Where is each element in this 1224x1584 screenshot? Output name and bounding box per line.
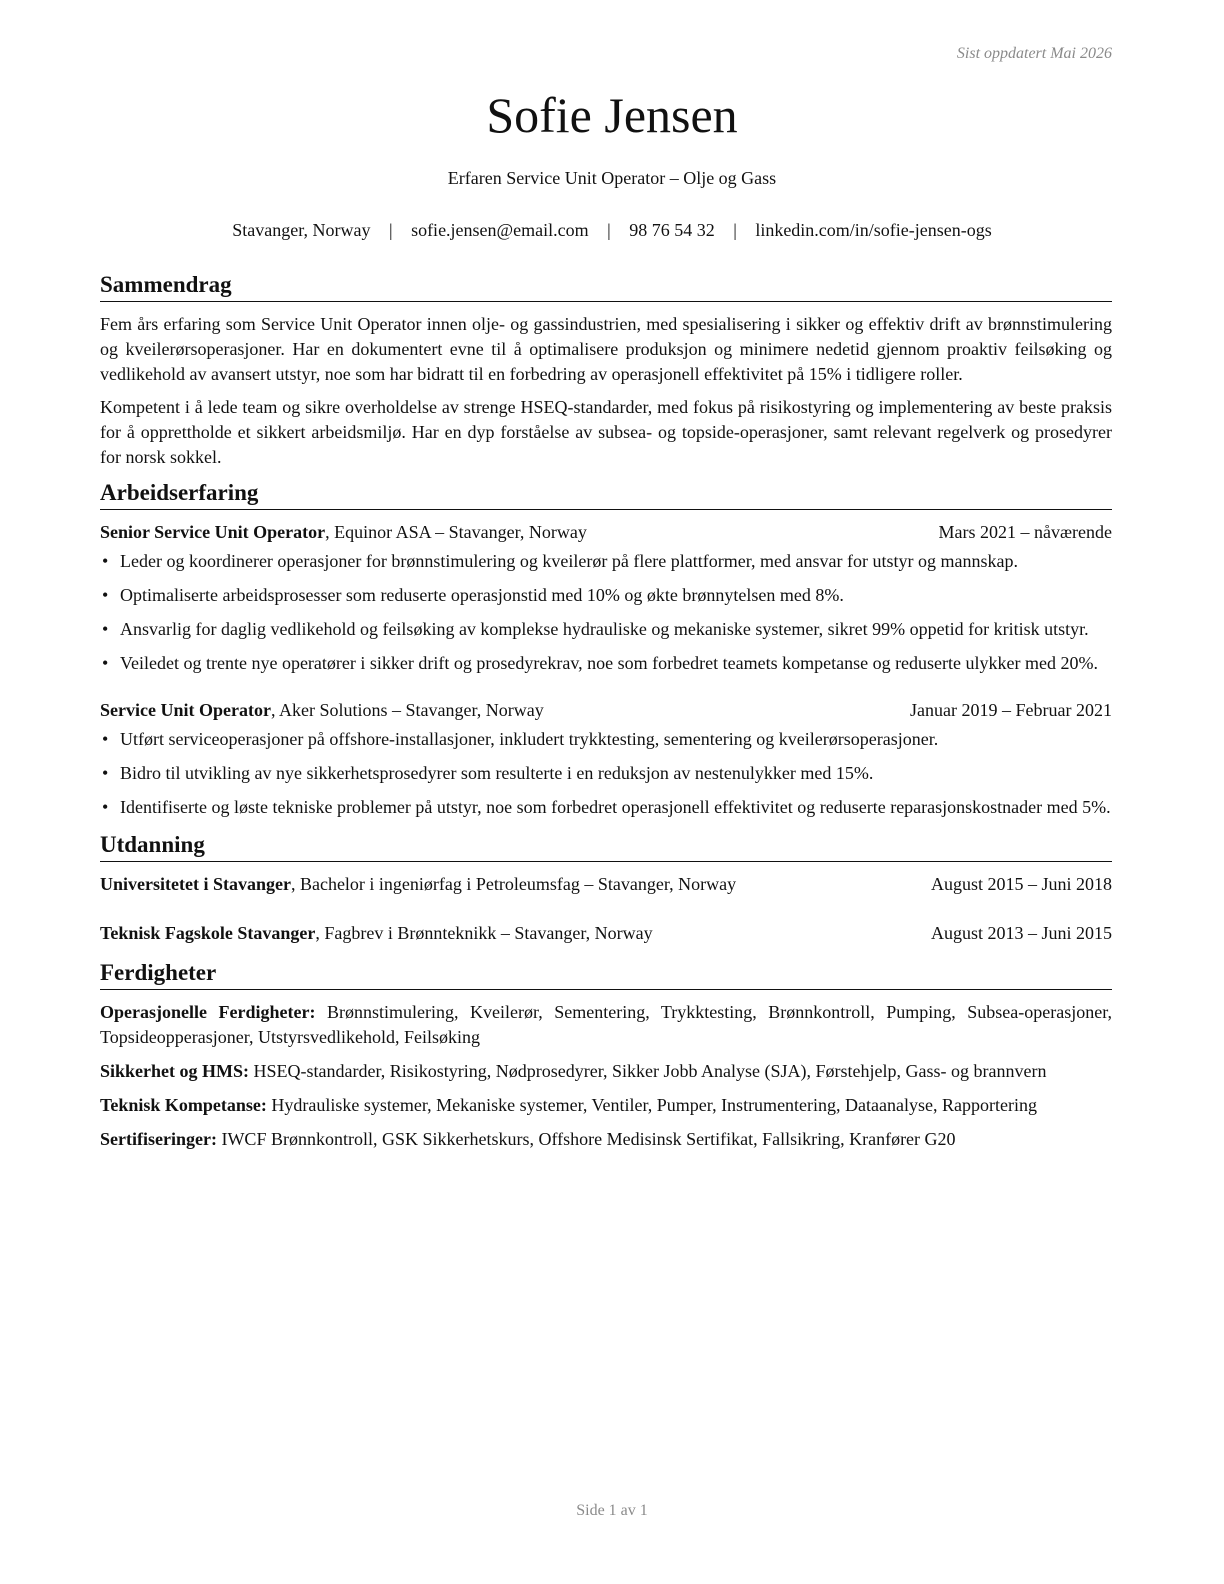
list-item: • Ansvarlig for daglig vedlikehold og feilsøking av komplekse hydrauliske og mekaniske systemer, sikret 99% oppetid for kritisk utstyr. — [100, 617, 1112, 642]
education-entry — [100, 872, 1112, 897]
skill-items: Hydrauliske systemer, Mekaniske systemer, Ventiler, Pumper, Instrumentering, Dataanalyse, Rapportering — [266, 1095, 1037, 1115]
skill-items: HSEQ-standarder, Risikostyring, Nødprosedyrer, Sikker Jobb Analyse (SJA), Førstehjelp, Gass- og brannvern — [249, 1061, 1047, 1081]
bullet-icon: • — [102, 763, 109, 783]
section-heading-skills: Ferdigheter — [100, 958, 1112, 990]
contact-separator: | — [607, 220, 611, 240]
skill-items: Brønnstimulering, Kveilerør, Sementering, Trykktesting, Brønnkontroll, Pumping, Subsea-operasjoner, Topsideopperasjoner, Utstyrsvedlikehold, Feilsøking — [100, 1002, 1113, 1047]
tagline: Erfaren Service Unit Operator – Olje og Gass — [447, 168, 777, 188]
list-item: • Identifiserte og løste tekniske problemer på utstyr, noe som forbedret operasjonell effektivitet og reduserte reparasjonskostnader med 5%. — [100, 795, 1112, 820]
job-title: Service Unit Operator — [100, 700, 271, 720]
skill-group — [100, 1000, 1112, 1050]
list-item: • Veiledet og trente nye operatører i sikker drift og prosedyrekrav, noe som forbedret teamets kompetanse og reduserte ulykker med 20%. — [100, 651, 1112, 676]
last-updated: Sist oppdatert Mai 2026 — [956, 45, 1112, 62]
job-dates: Mars 2021 – nåværende — [938, 522, 1112, 542]
contact-line — [0, 220, 1224, 241]
education-entry — [100, 921, 1112, 946]
resume-content — [100, 270, 1112, 1161]
skill-label: Teknisk Kompetanse: — [100, 1095, 267, 1115]
school-name: Teknisk Fagskole Stavanger — [100, 923, 316, 943]
education-dates: August 2015 – Juni 2018 — [930, 874, 1112, 894]
contact-linkedin[interactable]: linkedin.com/in/sofie-jensen-ogs — [755, 220, 992, 240]
job-title: Senior Service Unit Operator — [100, 522, 326, 542]
section-heading-education: Utdanning — [100, 830, 1112, 862]
contact-location: Stavanger, Norway — [232, 220, 371, 240]
contact-email[interactable]: sofie.jensen@email.com — [411, 220, 589, 240]
contact-separator: | — [388, 220, 393, 240]
summary-paragraph: Kompetent i å lede team og sikre overholdelse av strenge HSEQ-standarder, med fokus på risikostyring og implementering av beste praksis for å opprettholde et sikkert arbeidsmiljø. Har en dyp forståelse av subsea- og topside-operasjoner, samt relevant regelverk og prosedyrer for norsk sokkel. — [100, 397, 1112, 467]
bullet-icon: • — [102, 551, 109, 571]
skill-label: Sertifiseringer: — [100, 1129, 217, 1149]
bullet-icon: • — [102, 585, 109, 605]
degree-detail: , Fagbrev i Brønnteknikk – Stavanger, Norway — [315, 923, 653, 943]
summary-paragraph: Fem års erfaring som Service Unit Operator innen olje- og gassindustrien, med spesialisering i sikker og effektiv drift av brønnstimulering og kveilerørsoperasjoner. Har en dokumentert evne til å optimalisere produksjon og minimere nedetid gjennom proaktiv feilsøking og vedlikehold av avansert utstyr, noe som har bidratt til en forbedring av operasjonell effektivitet på 15% i tidligere roller. — [100, 314, 1112, 384]
job-header — [100, 698, 1112, 723]
school-name: Universitetet i Stavanger — [100, 874, 291, 894]
degree-detail: , Bachelor i ingeniørfag i Petroleumsfag – Stavanger, Norway — [290, 874, 737, 894]
section-heading-experience: Arbeidserfaring — [100, 478, 1112, 510]
candidate-name: Sofie Jensen — [486, 87, 738, 143]
bullet-icon: • — [102, 619, 109, 639]
bullet-icon: • — [102, 797, 109, 817]
section-heading-summary: Sammendrag — [100, 270, 1112, 302]
bullet-icon: • — [102, 653, 109, 673]
list-item: • Leder og koordinerer operasjoner for brønnstimulering og kveilerør på flere plattformer, med ansvar for utstyr og mannskap. — [100, 549, 1112, 574]
skill-label: Sikkerhet og HMS: — [100, 1061, 250, 1081]
job-company: , Equinor ASA – Stavanger, Norway — [325, 522, 587, 542]
list-item: • Bidro til utvikling av nye sikkerhetsprosedyrer som resulterte i en reduksjon av nestenulykker med 15%. — [100, 761, 1112, 786]
contact-phone: 98 76 54 32 — [629, 220, 715, 240]
job-header — [100, 520, 1112, 545]
job-dates: Januar 2019 – Februar 2021 — [910, 700, 1112, 720]
job-bullet-list — [100, 727, 1112, 820]
list-item: • Utført serviceoperasjoner på offshore-installasjoner, inkludert trykktesting, sementering og kveilerørsoperasjoner. — [100, 727, 1112, 752]
skill-group — [100, 1059, 1112, 1084]
skill-group — [100, 1093, 1112, 1118]
skill-group — [100, 1127, 1112, 1152]
education-dates: August 2013 – Juni 2015 — [930, 923, 1112, 943]
job-company: , Aker Solutions – Stavanger, Norway — [270, 700, 544, 720]
bullet-icon: • — [102, 729, 109, 749]
skill-label: Operasjonelle Ferdigheter: — [100, 1002, 316, 1022]
page-number: Side 1 av 1 — [576, 1502, 648, 1519]
skill-items: IWCF Brønnkontroll, GSK Sikkerhetskurs, Offshore Medisinsk Sertifikat, Fallsikring, Kranfører G20 — [216, 1129, 956, 1149]
contact-separator: | — [733, 220, 737, 240]
list-item: • Optimaliserte arbeidsprosesser som reduserte operasjonstid med 10% og økte brønnytelsen med 8%. — [100, 583, 1112, 608]
job-bullet-list — [100, 549, 1112, 676]
